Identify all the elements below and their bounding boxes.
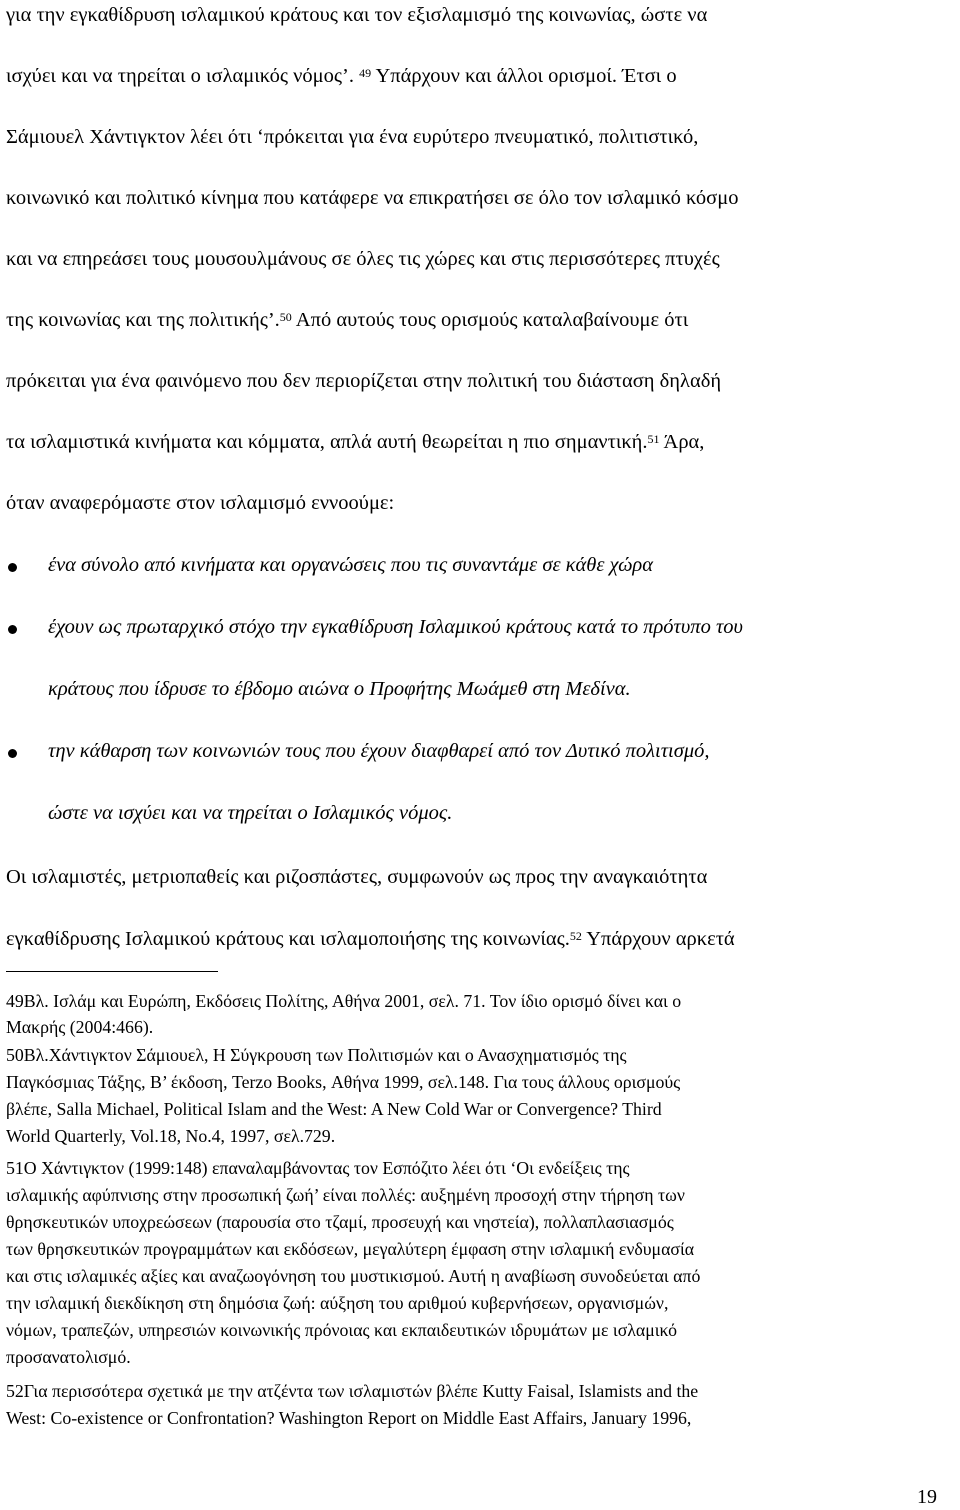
body-line: για την εγκαθίδρυση ισλαμικού κράτους και τον εξισλαμισμό της κοινωνίας, ώστε να [6, 4, 708, 26]
bullet-item: ένα σύνολο από κινήματα και οργανώσεις που τις συναντάμε σε κάθε χώρα [48, 554, 654, 576]
footnote-line: ισλαμικής αφύπνισης στην προσωπική ζωή’ είναι πολλές: αυξημένη προσοχή στην τήρηση των [6, 1185, 685, 1205]
bullet-item: έχουν ως πρωταρχικό στόχο την εγκαθίδρυση Ισλαμικού κράτους κατά το πρότυπο του [48, 616, 743, 638]
footnote-line: 50Βλ.Χάντιγκτον Σάμιουελ, Η Σύγκρουση των Πολιτισμών και ο Ανασχηματισμός της [6, 1045, 627, 1065]
body-line: πρόκειται για ένα φαινόμενο που δεν περιορίζεται στην πολιτική του διάσταση δηλαδή [6, 370, 722, 392]
footnote-line: 52Για περισσότερα σχετικά με την ατζέντα των ισλαμιστών βλέπε Kutty Faisal, Islamists and the [6, 1381, 699, 1401]
footnote-line: 49Βλ. Ισλάμ και Ευρώπη, Εκδόσεις Πολίτης, Αθήνα 2001, σελ. 71. Τον ίδιο ορισμό δίνει και ο [6, 991, 682, 1011]
body-line: εγκαθίδρυσης Ισλαμικού κράτους και ισλαμοποιήσης της κοινωνίας.$^{52}$ Υπάρχουν αρκετά [6, 928, 735, 950]
footnote-ref: 52 [569, 929, 582, 943]
bullet-marker [8, 749, 17, 758]
footnote-line: Μακρής (2004:466). [6, 1017, 154, 1037]
body-line: Οι ισλαμιστές, μετριοπαθείς και ριζοσπάστες, συμφωνούν ως προς την αναγκαιότητα [6, 866, 708, 888]
page-number: 19 [917, 1486, 937, 1508]
footnote-line: 51Ο Χάντιγκτον (1999:148) επαναλαμβάνοντας τον Εσπόζιτο λέει ότι ‘Οι ενδείξεις της [6, 1158, 630, 1178]
footnote-line: νόμων, τραπεζών, υπηρεσιών κοινωνικής πρόνοιας και εκπαιδευτικών ιδρυμάτων με ισλαμικό [6, 1320, 677, 1340]
footnote-line: βλέπε, Salla Michael, Political Islam and the West: A New Cold War or Convergence? Third [6, 1099, 662, 1119]
footnote-line: World Quarterly, Vol.18, No.4, 1997, σελ.729. [6, 1126, 336, 1146]
footnote-separator [6, 971, 218, 972]
footnote-line: και στις ισλαμικές αξίες και αναζωογόνηση του μυστικισμού. Αυτή η αναβίωση συνοδεύεται από [6, 1266, 701, 1286]
footnote-ref: 51 [647, 432, 660, 446]
body-line: Σάμιουελ Χάντιγκτον λέει ότι ‘πρόκειται για ένα ευρύτερο πνευματικό, πολιτιστικό, [6, 126, 699, 148]
footnote-ref: 49 [359, 66, 372, 80]
body-line: της κοινωνίας και της πολιτικής’.$^{50}$ Από αυτούς τους ορισμούς καταλαβαίνουμε ότι [6, 309, 689, 331]
footnote-line: θρησκευτικών υποχρεώσεων (παρουσία στο τζαμί, προσευχή και νηστεία), πολλαπλασιασμός [6, 1212, 674, 1232]
footnote-line: Παγκόσμιας Τάξης, Β’ έκδοση, Terzo Books, Αθήνα 1999, σελ.148. Για τους άλλους ορισμούς [6, 1072, 681, 1092]
footnote-ref: 50 [279, 310, 292, 324]
body-line: τα ισλαμιστικά κινήματα και κόμματα, απλά αυτή θεωρείται η πιο σημαντική.$^{51}$ Άρα, [6, 431, 705, 453]
body-line: κοινωνικό και πολιτικό κίνημα που κατάφερε να επικρατήσει σε όλο τον ισλαμικό κόσμο [6, 187, 739, 209]
bullet-item-continuation: ώστε να ισχύει και να τηρείται ο Ισλαμικός νόμος. [48, 802, 453, 824]
body-line: ισχύει και να τηρείται ο ισλαμικός νόμος’. $^{49}$ Υπάρχουν και άλλοι ορισμοί. Έτσι ο [6, 65, 677, 87]
footnote-line: την ισλαμική διεκδίκηση στη δημόσια ζωή: αύξηση του αριθμού κυβερνήσεων, οργανισμών, [6, 1293, 669, 1313]
footnote-line: West: Co-existence or Confrontation? Washington Report on Middle East Affairs, January 1996, [6, 1408, 692, 1428]
bullet-item: την κάθαρση των κοινωνιών τους που έχουν διαφθαρεί από τον Δυτικό πολιτισμό, [48, 740, 710, 762]
bullet-marker [8, 563, 17, 572]
body-line: όταν αναφερόμαστε στον ισλαμισμό εννοούμε: [6, 492, 395, 514]
footnote-line: των θρησκευτικών προγραμμάτων και εκδόσεων, μεγαλύτερη έμφαση στην ισλαμική ενδυμασία [6, 1239, 695, 1259]
bullet-marker [8, 625, 17, 634]
footnote-line: προσανατολισμό. [6, 1347, 131, 1367]
body-line: και να επηρεάσει τους μουσουλμάνους σε όλες τις χώρες και στις περισσότερες πτυχές [6, 248, 720, 270]
bullet-item-continuation: κράτους που ίδρυσε το έβδομο αιώνα ο Προφήτης Μωάμεθ στη Μεδίνα. [48, 678, 631, 700]
